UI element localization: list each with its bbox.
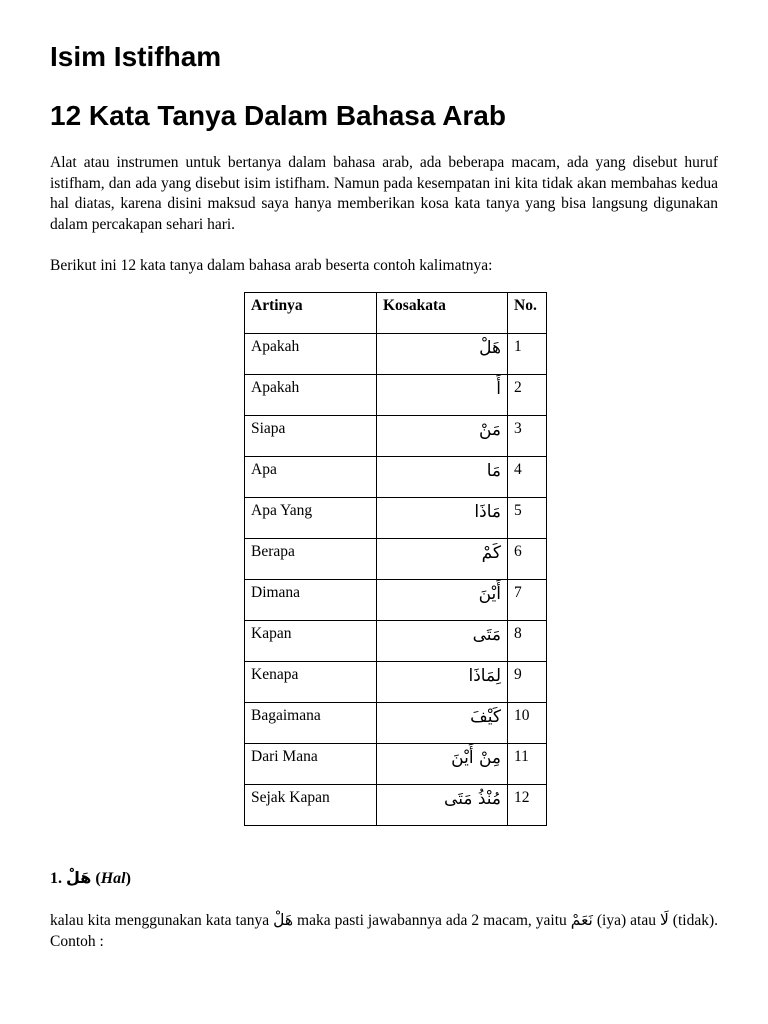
table-header-row: [245, 293, 547, 334]
number-cell: 6: [508, 539, 547, 580]
section-1-text-c: (iya) atau: [592, 912, 660, 929]
table-row: [245, 416, 547, 457]
table-row: [245, 580, 547, 621]
meaning-cell: Apakah: [245, 334, 377, 375]
table-row: [245, 375, 547, 416]
section-1-open-paren: (: [95, 870, 101, 887]
table-row: [245, 662, 547, 703]
arabic-word-cell: أَيْنَ: [377, 580, 508, 621]
question-words-table: [244, 292, 547, 826]
number-cell: 1: [508, 334, 547, 375]
meaning-cell: Kapan: [245, 621, 377, 662]
table-row: [245, 334, 547, 375]
table-row: [245, 457, 547, 498]
table-row: [245, 621, 547, 662]
meaning-cell: Dimana: [245, 580, 377, 621]
section-1-arabic-hal: هَلْ: [273, 911, 294, 929]
lead-paragraph: Berikut ini 12 kata tanya dalam bahasa arab beserta contoh kalimatnya:: [50, 257, 493, 274]
section-1-number: 1.: [50, 870, 62, 887]
section-1-heading: [50, 868, 131, 888]
arabic-word-cell: مَنْ: [377, 416, 508, 457]
arabic-word-cell: مَاذَا: [377, 498, 508, 539]
arabic-word-cell: هَلْ: [377, 334, 508, 375]
section-1-close-paren: ): [125, 870, 131, 887]
meaning-cell: Dari Mana: [245, 744, 377, 785]
number-cell: 4: [508, 457, 547, 498]
page-title: Isim Istifham: [50, 41, 222, 72]
meaning-cell: Bagaimana: [245, 703, 377, 744]
table-row: [245, 498, 547, 539]
table-row: [245, 703, 547, 744]
table-row: [245, 744, 547, 785]
number-cell: 10: [508, 703, 547, 744]
meaning-cell: Apakah: [245, 375, 377, 416]
number-cell: 11: [508, 744, 547, 785]
arabic-word-cell: مِنْ أَيْنَ: [377, 744, 508, 785]
table-body: [245, 334, 547, 826]
number-cell: 3: [508, 416, 547, 457]
number-cell: 9: [508, 662, 547, 703]
meaning-cell: Siapa: [245, 416, 377, 457]
number-cell: 5: [508, 498, 547, 539]
section-1-latin: Hal: [100, 870, 126, 887]
section-1-arabic-la: لَا: [659, 911, 669, 929]
table-row: [245, 539, 547, 580]
table-row: [245, 785, 547, 826]
number-cell: 2: [508, 375, 547, 416]
meaning-cell: Apa Yang: [245, 498, 377, 539]
number-cell: 8: [508, 621, 547, 662]
meaning-cell: Apa: [245, 457, 377, 498]
arabic-word-cell: كَمْ: [377, 539, 508, 580]
section-1-arabic: هَلْ: [66, 868, 92, 887]
section-1-text-b: maka pasti jawabannya ada 2 macam, yaitu: [293, 912, 571, 929]
section-1-text-d: (tidak). Contoh :: [50, 912, 718, 950]
section-1-paragraph: [50, 910, 718, 952]
meaning-cell: Berapa: [245, 539, 377, 580]
arabic-word-cell: أَ: [377, 375, 508, 416]
arabic-word-cell: لِمَاذَا: [377, 662, 508, 703]
header-number: No.: [508, 293, 547, 334]
meaning-cell: Kenapa: [245, 662, 377, 703]
arabic-word-cell: مُنْذُ مَتَى: [377, 785, 508, 826]
arabic-word-cell: مَا: [377, 457, 508, 498]
arabic-word-cell: مَتَى: [377, 621, 508, 662]
number-cell: 7: [508, 580, 547, 621]
section-1-text-a: kalau kita menggunakan kata tanya: [50, 912, 274, 929]
header-meaning: Artinya: [245, 293, 377, 334]
arabic-word-cell: كَيْفَ: [377, 703, 508, 744]
section-1-arabic-naam: نَعَمْ: [570, 911, 593, 929]
header-vocabulary: Kosakata: [377, 293, 508, 334]
section-title: 12 Kata Tanya Dalam Bahasa Arab: [50, 100, 506, 131]
number-cell: 12: [508, 785, 547, 826]
intro-paragraph: Alat atau instrumen untuk bertanya dalam bahasa arab, ada beberapa macam, ada yang disebut huruf istifham, dan ada yang disebut isim istifham. Namun pada kesempatan ini kita tidak akan membahas kedua hal diatas, karena disini maksud saya hanya memberikan kosa kata tanya yang bisa langsung digunakan dalam percakapan sehari hari.: [50, 154, 718, 233]
meaning-cell: Sejak Kapan: [245, 785, 377, 826]
